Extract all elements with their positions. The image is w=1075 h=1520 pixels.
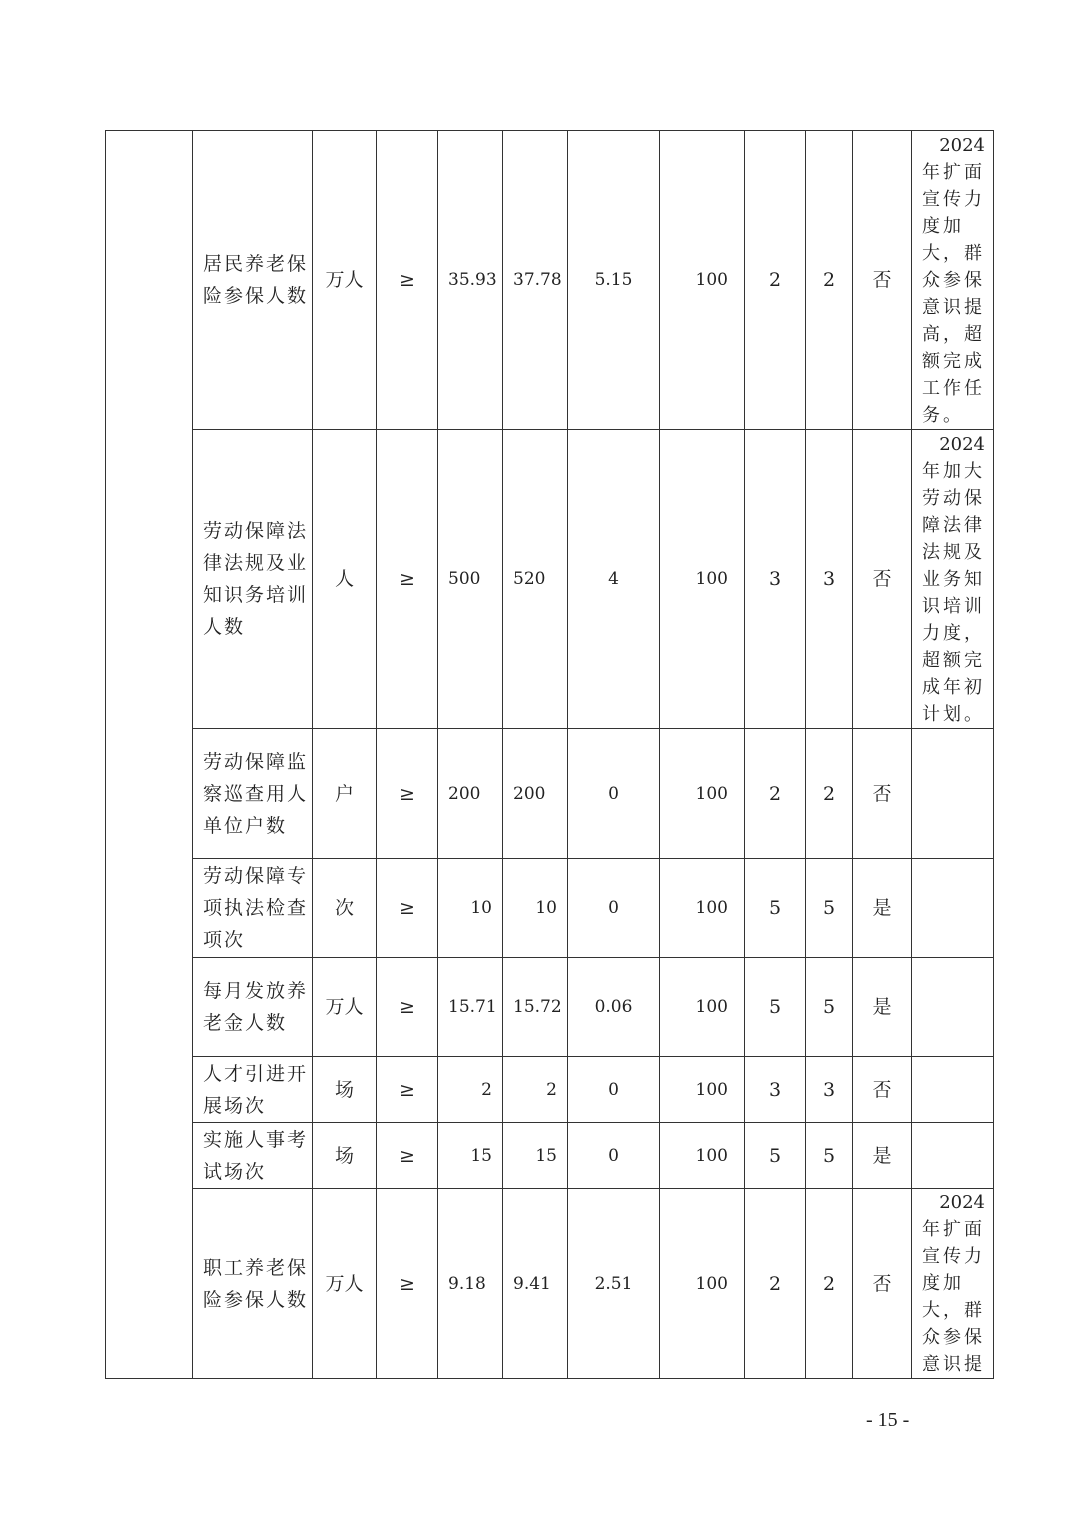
indicator-name: 每月发放养老金人数 [193,958,313,1057]
indicator-name: 劳动保障专项执法检查项次 [193,859,313,958]
unit-cell: 场 [313,1123,377,1189]
operator-cell: ≥ [377,1123,438,1189]
actual-value: 520 [503,430,568,729]
flag-cell: 是 [853,859,912,958]
table-row [106,1123,994,1189]
deviation-value: 2.51 [568,1189,660,1379]
unit-cell: 万人 [313,958,377,1057]
operator-cell: ≥ [377,131,438,430]
score-value: 3 [806,430,853,729]
completion-rate: 100 [660,1057,745,1123]
flag-cell: 否 [853,729,912,859]
indicator-name: 实施人事考试场次 [193,1123,313,1189]
note-cell [912,1123,994,1189]
note-cell [912,958,994,1057]
target-value: 35.93 [438,131,503,430]
weight-value: 5 [745,859,806,958]
note-cell [912,729,994,859]
completion-rate: 100 [660,958,745,1057]
operator-cell: ≥ [377,729,438,859]
target-value: 500 [438,430,503,729]
score-value: 5 [806,958,853,1057]
actual-value: 15.72 [503,958,568,1057]
score-value: 2 [806,131,853,430]
completion-rate: 100 [660,729,745,859]
deviation-value: 0.06 [568,958,660,1057]
performance-indicator-table [105,130,994,1379]
flag-cell: 是 [853,1123,912,1189]
actual-value: 15 [503,1123,568,1189]
weight-value: 5 [745,958,806,1057]
score-value: 2 [806,729,853,859]
weight-value: 2 [745,131,806,430]
weight-value: 3 [745,1057,806,1123]
note-year: 2024 [939,433,985,455]
flag-cell: 否 [853,1057,912,1123]
completion-rate: 100 [660,1123,745,1189]
table-row [106,859,994,958]
page-number: - 15 - [866,1409,910,1431]
table-row [106,729,994,859]
note-text: 年扩面宣传力度加大，群众参保意识提 [922,1219,985,1375]
deviation-value: 0 [568,1123,660,1189]
target-value: 9.18 [438,1189,503,1379]
indicator-name: 劳动保障法律法规及业知识务培训人数 [193,430,313,729]
note-cell [912,1057,994,1123]
operator-cell: ≥ [377,958,438,1057]
deviation-value: 5.15 [568,131,660,430]
table-row [106,1189,994,1379]
score-value: 2 [806,1189,853,1379]
deviation-value: 0 [568,729,660,859]
flag-cell: 否 [853,430,912,729]
target-value: 200 [438,729,503,859]
note-cell [912,131,994,430]
actual-value: 10 [503,859,568,958]
unit-cell: 人 [313,430,377,729]
actual-value: 2 [503,1057,568,1123]
completion-rate: 100 [660,859,745,958]
unit-cell: 户 [313,729,377,859]
table-row [106,430,994,729]
score-value: 5 [806,859,853,958]
operator-cell: ≥ [377,1189,438,1379]
target-value: 2 [438,1057,503,1123]
unit-cell: 次 [313,859,377,958]
completion-rate: 100 [660,131,745,430]
weight-value: 2 [745,729,806,859]
note-year: 2024 [939,1192,985,1213]
flag-cell: 是 [853,958,912,1057]
deviation-value: 0 [568,859,660,958]
completion-rate: 100 [660,430,745,729]
indicator-name: 劳动保障监察巡查用人单位户数 [193,729,313,859]
target-value: 15.71 [438,958,503,1057]
weight-value: 5 [745,1123,806,1189]
score-value: 3 [806,1057,853,1123]
note-cell [912,859,994,958]
operator-cell: ≥ [377,859,438,958]
category-cell [106,131,193,1379]
indicator-name: 人才引进开展场次 [193,1057,313,1123]
target-value: 15 [438,1123,503,1189]
note-text: 年加大劳动保障法律法规及业务知识培训力度，超额完成年初计划。 [922,460,985,725]
deviation-value: 0 [568,1057,660,1123]
table-row [106,1057,994,1123]
note-year: 2024 [939,134,985,156]
note-cell [912,430,994,729]
actual-value: 37.78 [503,131,568,430]
indicator-name: 居民养老保险参保人数 [193,131,313,430]
weight-value: 2 [745,1189,806,1379]
score-value: 5 [806,1123,853,1189]
unit-cell: 万人 [313,131,377,430]
table-row [106,958,994,1057]
note-cell [912,1189,994,1379]
target-value: 10 [438,859,503,958]
flag-cell: 否 [853,131,912,430]
indicator-name: 职工养老保险参保人数 [193,1189,313,1379]
weight-value: 3 [745,430,806,729]
note-text: 年扩面宣传力度加大，群众参保意识提高，超额完成工作任务。 [922,161,985,426]
unit-cell: 场 [313,1057,377,1123]
actual-value: 200 [503,729,568,859]
unit-cell: 万人 [313,1189,377,1379]
table-row [106,131,994,430]
completion-rate: 100 [660,1189,745,1379]
flag-cell: 否 [853,1189,912,1379]
deviation-value: 4 [568,430,660,729]
operator-cell: ≥ [377,430,438,729]
operator-cell: ≥ [377,1057,438,1123]
actual-value: 9.41 [503,1189,568,1379]
